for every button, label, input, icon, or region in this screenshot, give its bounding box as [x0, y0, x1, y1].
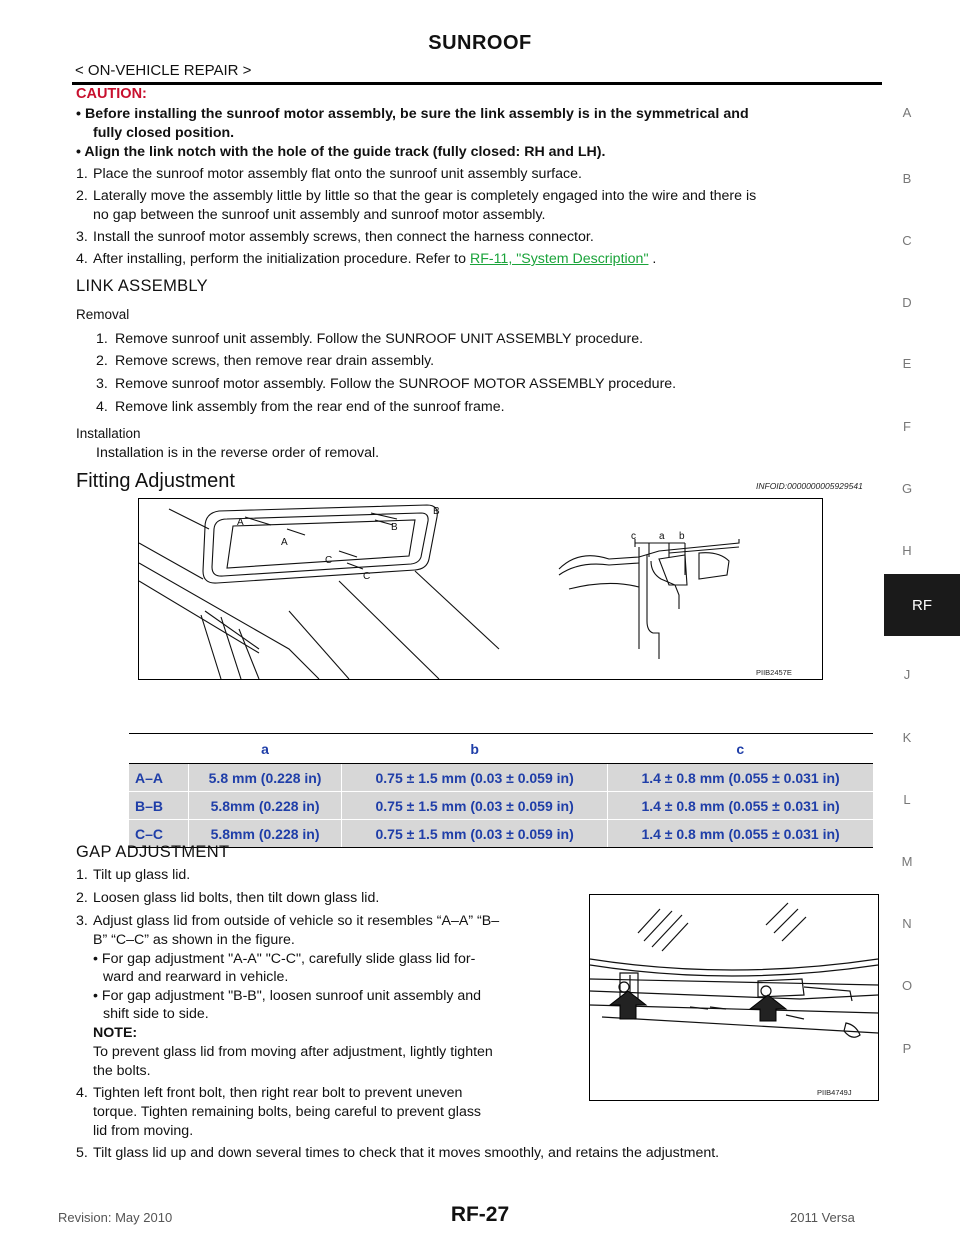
removal-step-1: 1. Remove sunroof unit assembly. Follow the SUNROOF UNIT ASSEMBLY procedure.: [96, 331, 644, 347]
table-header-c: c: [608, 734, 873, 764]
gap-step-3-cont: B” “C–C” as shown in the figure.: [93, 932, 295, 948]
table-cell: 0.75 ± 1.5 mm (0.03 ± 0.059 in): [342, 792, 608, 820]
gap-step-3-bullet-1-cont: ward and rearward in vehicle.: [103, 969, 289, 985]
system-description-link[interactable]: RF-11, "System Description": [469, 251, 649, 267]
side-index-n[interactable]: N: [902, 916, 912, 931]
gap-adjustment-figure: [589, 894, 879, 1101]
table-cell: 5.8mm (0.228 in): [189, 820, 342, 848]
fitting-figure-code: PIIB2457E: [756, 668, 792, 677]
side-index-a[interactable]: A: [902, 105, 912, 120]
fitting-diagram: [139, 499, 822, 679]
label-a-small: a: [659, 531, 665, 542]
table-cell: 0.75 ± 1.5 mm (0.03 ± 0.059 in): [342, 764, 608, 792]
table-cell: B–B: [129, 792, 189, 820]
table-header-b: b: [342, 734, 608, 764]
page-number: RF-27: [450, 1203, 510, 1226]
side-index-l[interactable]: L: [903, 792, 911, 807]
header-rule: [72, 82, 882, 85]
section-subtitle: < ON-VEHICLE REPAIR >: [75, 62, 252, 79]
table-cell: 5.8mm (0.228 in): [189, 792, 342, 820]
side-index-d[interactable]: D: [902, 295, 912, 310]
footer-model: 2011 Versa: [790, 1210, 855, 1225]
right-rear-bolt-arrow-icon: [750, 995, 786, 1021]
motor-step-3: 3. Install the sunroof motor assembly screws, then connect the harness connector.: [76, 229, 594, 245]
left-front-bolt-arrow-icon: [610, 991, 646, 1019]
fitting-figure: [138, 498, 823, 680]
removal-step-3: 3. Remove sunroof motor assembly. Follow the SUNROOF MOTOR ASSEMBLY procedure.: [96, 376, 677, 392]
installation-label: Installation: [76, 426, 141, 441]
gap-step-4-cont-2: lid from moving.: [93, 1123, 194, 1139]
note-text: To prevent glass lid from moving after adjustment, lightly tighten: [93, 1044, 493, 1060]
label-c-small: c: [631, 531, 636, 542]
label-a-upper: A: [237, 517, 244, 528]
side-index-p[interactable]: P: [902, 1041, 912, 1056]
label-a-lower: A: [281, 537, 288, 548]
gap-step-2: 2. Loosen glass lid bolts, then tilt down glass lid.: [76, 890, 380, 906]
gap-step-3-bullet-2-cont: shift side to side.: [103, 1006, 209, 1022]
side-index-j[interactable]: J: [903, 667, 911, 682]
caution-label: CAUTION:: [76, 86, 147, 102]
table-header-empty: [129, 734, 189, 764]
installation-text: Installation is in the reverse order of removal.: [96, 445, 380, 461]
side-index-b[interactable]: B: [902, 171, 912, 186]
gap-step-5: 5. Tilt glass lid up and down several times to check that it moves smoothly, and retains the adjustment.: [76, 1145, 720, 1161]
table-header-a: a: [189, 734, 342, 764]
table-header-row: [129, 734, 873, 764]
table-cell: 5.8 mm (0.228 in): [189, 764, 342, 792]
table-cell: 0.75 ± 1.5 mm (0.03 ± 0.059 in): [342, 820, 608, 848]
gap-figure-code: PIIB4749J: [817, 1088, 852, 1097]
side-index-rf-active[interactable]: RF: [884, 574, 960, 636]
side-index-g[interactable]: G: [901, 481, 913, 496]
gap-step-3-bullet-1: • For gap adjustment "A-A" "C-C", carefully slide glass lid for-: [93, 951, 476, 967]
gap-step-1: 1. Tilt up glass lid.: [76, 867, 191, 883]
gap-step-4-cont-1: torque. Tighten remaining bolts, being careful to prevent glass: [93, 1104, 482, 1120]
glass-lid-bolt-diagram: [590, 895, 878, 1100]
table-cell: A–A: [129, 764, 189, 792]
motor-step-1: 1. Place the sunroof motor assembly flat onto the sunroof unit assembly surface.: [76, 166, 582, 182]
side-index-k[interactable]: K: [902, 730, 912, 745]
gap-adjustment-heading: GAP ADJUSTMENT: [76, 843, 230, 861]
motor-step-4: 4. After installing, perform the initialization procedure. Refer to RF-11, "System Description" .: [76, 251, 657, 267]
label-b-lower: B: [391, 522, 398, 533]
footer-revision: Revision: May 2010: [58, 1210, 173, 1225]
page-title: SUNROOF: [428, 32, 532, 54]
table-row: [129, 792, 873, 820]
gap-step-3-bullet-2: • For gap adjustment "B-B", loosen sunroof unit assembly and: [93, 988, 482, 1004]
motor-step-2: 2. Laterally move the assembly little by little so that the gear is completely engaged into the wire and there is: [76, 188, 757, 204]
table-cell: 1.4 ± 0.8 mm (0.055 ± 0.031 in): [608, 764, 873, 792]
label-c-upper: C: [325, 555, 333, 566]
caution-item-1: • Before installing the sunroof motor assembly, be sure the link assembly is in the symmetrical and: [76, 106, 749, 122]
table-row: [129, 764, 873, 792]
label-b-upper: B: [433, 506, 440, 517]
gap-spec-table: [129, 733, 873, 848]
side-index-o[interactable]: O: [901, 978, 913, 993]
side-index-h[interactable]: H: [902, 543, 912, 558]
removal-step-4: 4. Remove link assembly from the rear end of the sunroof frame.: [96, 399, 505, 415]
removal-label: Removal: [76, 307, 130, 322]
removal-step-2: 2. Remove screws, then remove rear drain assembly.: [96, 353, 435, 369]
note-text-cont: the bolts.: [93, 1063, 151, 1079]
gap-step-4: 4. Tighten left front bolt, then right rear bolt to prevent uneven: [76, 1085, 463, 1101]
link-assembly-heading: LINK ASSEMBLY: [76, 277, 208, 295]
side-index-f[interactable]: F: [903, 419, 911, 434]
caution-item-2: • Align the link notch with the hole of the guide track (fully closed: RH and LH).: [76, 144, 606, 160]
side-index-c[interactable]: C: [902, 233, 912, 248]
table-row: [129, 820, 873, 848]
side-index-m[interactable]: M: [901, 854, 913, 869]
info-id: INFOID:0000000005929541: [756, 481, 863, 491]
table-cell: 1.4 ± 0.8 mm (0.055 ± 0.031 in): [608, 820, 873, 848]
label-b-small: b: [679, 531, 685, 542]
table-cell: 1.4 ± 0.8 mm (0.055 ± 0.031 in): [608, 792, 873, 820]
caution-item-1-cont: fully closed position.: [93, 125, 235, 141]
side-index-e[interactable]: E: [902, 356, 912, 371]
motor-step-2-cont: no gap between the sunroof unit assembly and sunroof motor assembly.: [93, 207, 546, 223]
fitting-adjustment-heading: Fitting Adjustment: [76, 470, 235, 492]
table-cell: C–C: [129, 820, 189, 848]
label-c-lower: C: [363, 571, 371, 582]
note-label: NOTE:: [93, 1025, 138, 1041]
gap-step-3: 3. Adjust glass lid from outside of vehicle so it resembles “A–A” “B–: [76, 913, 500, 929]
